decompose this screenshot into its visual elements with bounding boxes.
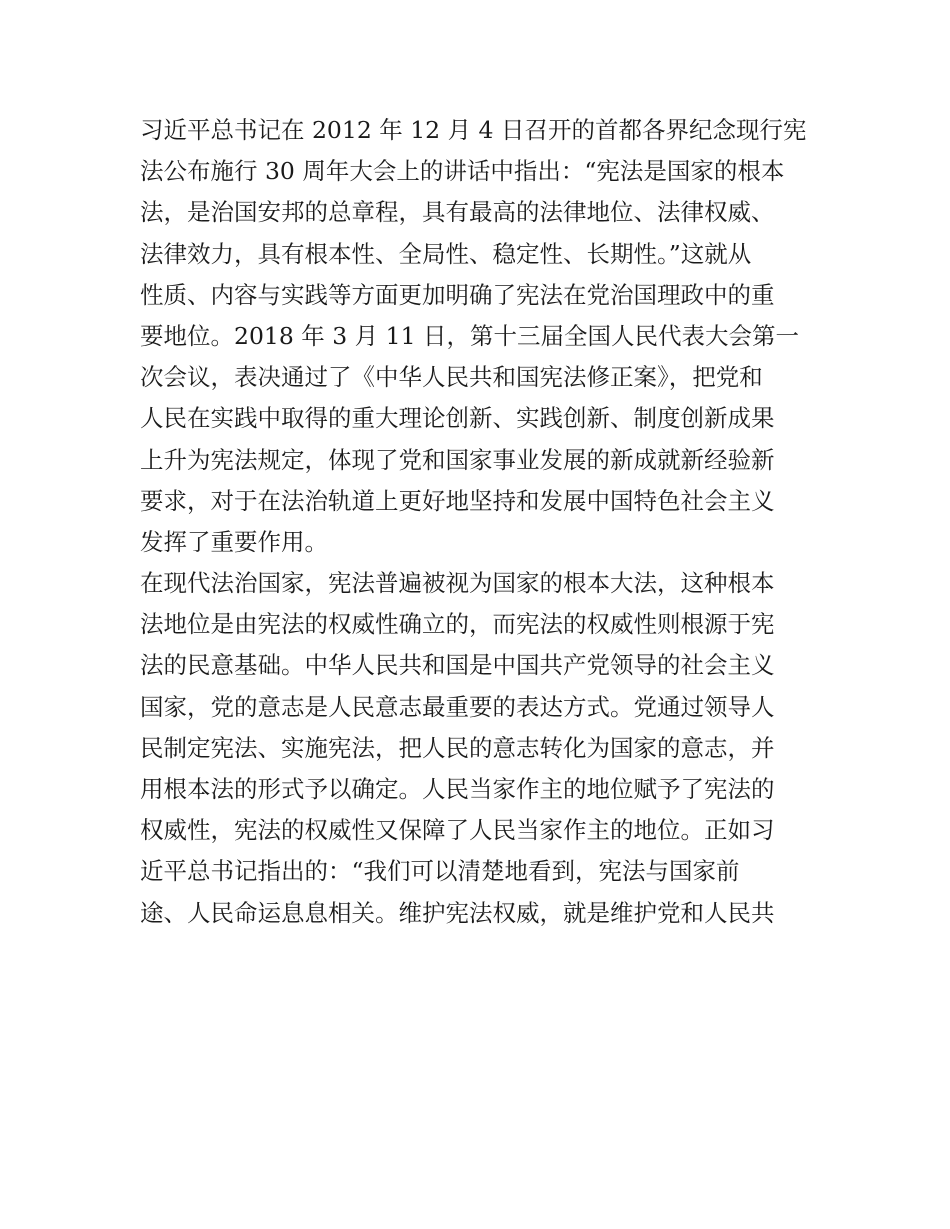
text-line: 法，是治国安邦的总章程，具有最高的法律地位、法律权威、	[140, 198, 775, 227]
text-line: 发挥了重要作用。	[140, 527, 328, 556]
text-line: 法律效力，具有根本性、全局性、稳定性、长期性。”这就从	[140, 239, 752, 268]
text-line: 近平总书记指出的：“我们可以清楚地看到，宪法与国家前	[140, 857, 740, 886]
text-line: 途、人民命运息息相关。维护宪法权威，就是维护党和人民共	[140, 898, 775, 927]
text-line: 在现代法治国家，宪法普遍被视为国家的根本大法，这种根本	[140, 569, 775, 598]
text-line: 人民在实践中取得的重大理论创新、实践创新、制度创新成果	[140, 404, 775, 433]
text-line: 要地位。2018 年 3 月 11 日，第十三届全国人民代表大会第一	[140, 321, 800, 350]
text-line: 民制定宪法、实施宪法，把人民的意志转化为国家的意志，并	[140, 733, 775, 762]
text-line: 要求，对于在法治轨道上更好地坚持和发展中国特色社会主义	[140, 486, 775, 515]
text-line: 次会议，表决通过了《中华人民共和国宪法修正案》，把党和	[140, 363, 763, 392]
text-line: 权威性，宪法的权威性又保障了人民当家作主的地位。正如习	[140, 816, 775, 845]
text-line: 习近平总书记在 2012 年 12 月 4 日召开的首都各界纪念现行宪	[140, 116, 807, 144]
text-line: 法公布施行 30 周年大会上的讲话中指出：“宪法是国家的根本	[140, 157, 785, 186]
body-text	[140, 110, 820, 934]
text-line: 上升为宪法规定，体现了党和国家事业发展的新成就新经验新	[140, 445, 775, 474]
text-line: 国家，党的意志是人民意志最重要的表达方式。党通过领导人	[140, 692, 775, 721]
text-line: 用根本法的形式予以确定。人民当家作主的地位赋予了宪法的	[140, 775, 775, 803]
text-line: 法地位是由宪法的权威性确立的，而宪法的权威性则根源于宪	[140, 610, 775, 639]
text-line: 性质、内容与实践等方面更加明确了宪法在党治国理政中的重	[140, 280, 775, 309]
text-line: 法的民意基础。中华人民共和国是中国共产党领导的社会主义	[140, 651, 775, 680]
